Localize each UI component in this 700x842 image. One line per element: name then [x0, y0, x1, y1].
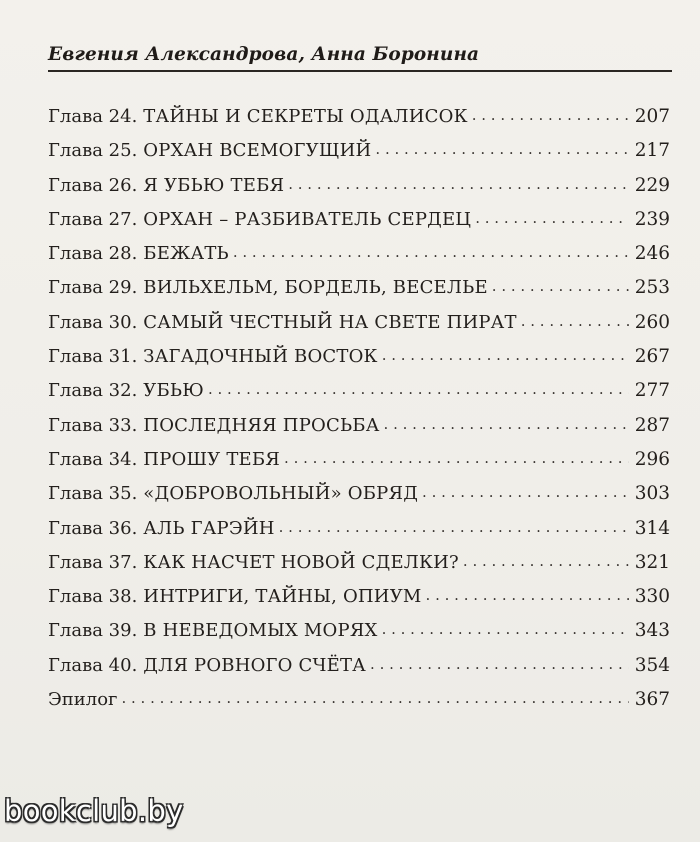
toc-page-number: 303 [634, 483, 670, 505]
toc-dot-leader [208, 372, 629, 406]
toc-page-number: 253 [634, 277, 670, 299]
toc-dot-leader [288, 167, 628, 201]
toc-page-number: 239 [634, 208, 670, 230]
toc-page-number: 229 [634, 174, 670, 196]
toc-entry [48, 237, 670, 271]
toc-entry [48, 203, 670, 237]
toc-entry [48, 340, 670, 374]
toc-chapter-title: ДЛЯ РОВНОГО СЧЁТА [143, 654, 367, 676]
running-head-authors: Евгения Александрова, Анна Боронина [48, 44, 480, 65]
toc-chapter-label: Глава 32. [48, 380, 138, 402]
toc-dot-leader [492, 269, 629, 303]
toc-entry [48, 580, 670, 614]
toc-chapter-title: ПОСЛЕДНЯЯ ПРОСЬБА [143, 414, 380, 436]
toc-chapter-title: ЗАГАДОЧНЫЙ ВОСТОК [143, 346, 378, 368]
toc-chapter-label: Глава 36. [48, 517, 138, 539]
toc-page-number: 277 [634, 380, 670, 402]
toc-chapter-label: Глава 37. [48, 551, 138, 573]
toc-chapter-title: ТАЙНЫ И СЕКРЕТЫ ОДАЛИСОК [143, 106, 468, 127]
toc-entry [48, 512, 670, 546]
toc-dot-leader [370, 647, 629, 681]
toc-dot-leader [422, 475, 629, 509]
toc-entry [48, 100, 670, 134]
toc-dot-leader [382, 612, 629, 646]
toc-chapter-label: Глава 28. [48, 243, 138, 265]
toc-chapter-title: ОРХАН ВСЕМОГУЩИЙ [143, 140, 372, 162]
toc-page-number: 354 [634, 654, 670, 676]
toc-chapter-title: БЕЖАТЬ [143, 243, 229, 265]
toc-entry [48, 443, 670, 477]
toc-chapter-label: Глава 33. [48, 414, 138, 436]
toc-dot-leader [279, 510, 629, 544]
toc-page-number: 217 [634, 140, 670, 162]
toc-dot-leader [233, 235, 629, 269]
toc-page-number: 246 [634, 243, 670, 265]
toc-chapter-title: ПРОШУ ТЕБЯ [143, 448, 281, 470]
toc-entry [48, 271, 670, 305]
toc-chapter-label: Глава 30. [48, 311, 138, 333]
toc-dot-leader [382, 338, 629, 372]
toc-chapter-label: Глава 38. [48, 586, 138, 608]
toc-page-number: 314 [634, 517, 670, 539]
site-watermark: bookclub.by [4, 794, 184, 828]
toc-dot-leader [375, 132, 628, 166]
table-of-contents [48, 100, 670, 717]
toc-chapter-label: Глава 29. [48, 277, 138, 299]
toc-chapter-title: ИНТРИГИ, ТАЙНЫ, ОПИУМ [143, 586, 422, 608]
toc-chapter-label: Глава 35. [48, 483, 138, 505]
toc-chapter-label: Глава 24. [48, 106, 138, 127]
toc-page-number: 367 [634, 689, 670, 711]
toc-page-number: 296 [634, 448, 670, 470]
toc-chapter-label: Глава 34. [48, 448, 138, 470]
toc-dot-leader [384, 407, 629, 441]
toc-entry-epilogue [48, 683, 670, 717]
toc-chapter-title: САМЫЙ ЧЕСТНЫЙ НА СВЕТЕ ПИРАТ [143, 311, 517, 333]
toc-chapter-title: КАК НАСЧЕТ НОВОЙ СДЕЛКИ? [143, 551, 459, 573]
toc-page-number: 267 [634, 346, 670, 368]
toc-page-number: 260 [634, 311, 670, 333]
toc-dot-leader [463, 544, 629, 578]
header-rule [48, 70, 672, 72]
toc-entry [48, 614, 670, 648]
toc-chapter-title: В НЕВЕДОМЫХ МОРЯХ [143, 620, 378, 642]
toc-epilogue-label: Эпилог [48, 689, 118, 711]
toc-chapter-label: Глава 26. [48, 174, 138, 196]
toc-entry [48, 649, 670, 683]
toc-entry [48, 546, 670, 580]
toc-chapter-label: Глава 39. [48, 620, 138, 642]
toc-dot-leader [426, 578, 629, 612]
toc-chapter-title: ВИЛЬХЕЛЬМ, БОРДЕЛЬ, ВЕСЕЛЬЕ [143, 277, 488, 299]
toc-chapter-label: Глава 27. [48, 208, 138, 230]
toc-page-number: 321 [634, 551, 670, 573]
toc-dot-leader [475, 201, 628, 235]
toc-chapter-title: ОРХАН – РАЗБИВАТЕЛЬ СЕРДЕЦ [143, 208, 472, 230]
toc-entry [48, 374, 670, 408]
toc-entry [48, 306, 670, 340]
toc-chapter-label: Глава 31. [48, 346, 138, 368]
toc-dot-leader [121, 681, 628, 715]
toc-chapter-title: АЛЬ ГАРЭЙН [143, 517, 275, 539]
toc-chapter-label: Глава 25. [48, 140, 138, 162]
toc-page-number: 330 [634, 586, 670, 608]
toc-chapter-title: Я УБЬЮ ТЕБЯ [143, 174, 285, 196]
toc-entry [48, 134, 670, 168]
toc-dot-leader [472, 98, 629, 132]
toc-dot-leader [521, 304, 629, 338]
toc-page-number: 207 [634, 106, 670, 127]
toc-chapter-label: Глава 40. [48, 654, 138, 676]
toc-entry [48, 169, 670, 203]
toc-entry [48, 477, 670, 511]
toc-page-number: 343 [634, 620, 670, 642]
toc-dot-leader [284, 441, 629, 475]
toc-page-number: 287 [634, 414, 670, 436]
toc-chapter-title: УБЬЮ [143, 380, 204, 402]
toc-entry [48, 409, 670, 443]
toc-chapter-title: «ДОБРОВОЛЬНЫЙ» ОБРЯД [143, 483, 419, 505]
